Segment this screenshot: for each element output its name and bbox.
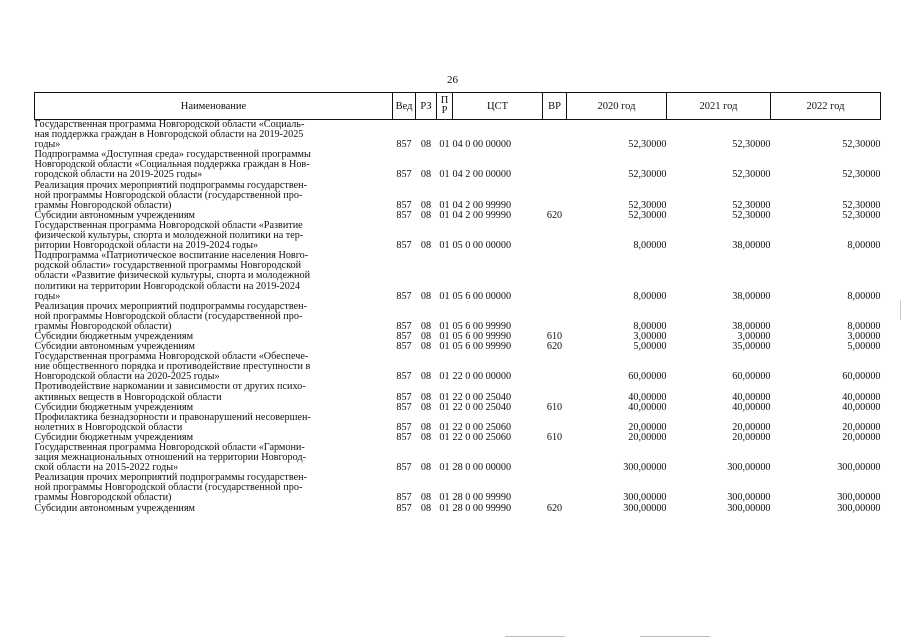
- cell-name: [35, 473, 393, 503]
- scan-artifact: [640, 636, 710, 637]
- cell-pr: 01: [439, 462, 450, 474]
- cell-vr: [543, 150, 567, 180]
- cell-cst: 05 6 00 00000: [452, 290, 512, 302]
- cell-2020: 52,30000: [628, 199, 667, 211]
- cell-2022: 40,00000: [842, 391, 881, 403]
- cell-2021: 300,00000: [727, 492, 771, 504]
- cell-2020: 40,00000: [628, 401, 667, 413]
- cell-rz: 08: [420, 401, 432, 413]
- cell-2020: 8,00000: [633, 320, 667, 332]
- cell-pr: 01: [439, 240, 450, 252]
- cell-2020: 40,00000: [628, 391, 667, 403]
- cell-ved: 857: [396, 462, 412, 474]
- cell-cst: 28 0 00 99990: [452, 502, 512, 514]
- table-row: [35, 504, 881, 514]
- cell-vr: 620: [546, 209, 563, 221]
- header-vr: ВР: [543, 93, 567, 120]
- cell-name: [35, 221, 393, 251]
- cell-name: [35, 352, 393, 382]
- cell-name-line: Подпрограмма «Патриотическое воспитание населения Новго-: [34, 250, 309, 262]
- cell-2022: 52,30000: [842, 199, 881, 211]
- cell-name-line: Профилактика безнадзорности и правонарушений несовершен-: [34, 411, 311, 423]
- cell-pr: 01: [439, 502, 450, 514]
- cell-name-line: зация межнациональных отношений на территории Новгород-: [34, 452, 306, 464]
- cell-2021: 40,00000: [732, 391, 771, 403]
- cell-vr: 610: [546, 330, 563, 342]
- cell-name-line: граммы Новгородской области): [34, 199, 172, 211]
- cell-name-line: области «Развитие физической культуры, спорта и молодежной: [34, 270, 311, 282]
- cell-rz: 08: [420, 492, 432, 504]
- cell-2021: 38,00000: [732, 240, 771, 252]
- header-cst: ЦСТ: [453, 93, 543, 120]
- header-2022: 2022 год: [771, 93, 881, 120]
- table-body: [35, 120, 881, 514]
- cell-name-line: ной программы Новгородской области (государственной про-: [34, 482, 303, 494]
- cell-name-line: Реализация прочих мероприятий подпрограммы государствен-: [34, 300, 307, 312]
- cell-pr: 01: [439, 341, 450, 353]
- cell-ved: 857: [396, 290, 412, 302]
- cell-name-line: Новгородской области «Социальная поддержка граждан в Нов-: [34, 159, 310, 171]
- cell-2022: 300,00000: [837, 462, 881, 474]
- cell-2020: 8,00000: [633, 240, 667, 252]
- cell-pr: 01: [439, 492, 450, 504]
- cell-ved: 857: [396, 391, 412, 403]
- header-name: Наименование: [35, 93, 393, 120]
- cell-2020: 5,00000: [633, 341, 667, 353]
- cell-vr: [543, 443, 567, 473]
- cell-vr: 610: [546, 431, 563, 443]
- cell-vr: [543, 413, 567, 433]
- cell-2020: 300,00000: [623, 462, 667, 474]
- cell-name-line: Субсидии автономным учреждениям: [34, 502, 195, 514]
- cell-ved: 857: [396, 371, 412, 383]
- cell-name-line: Противодействие наркомании и зависимости от других психо-: [34, 381, 306, 393]
- cell-cst: 05 6 00 99990: [452, 330, 512, 342]
- cell-pr: 01: [439, 371, 450, 383]
- table-row: [35, 181, 881, 211]
- cell-name: [35, 504, 393, 514]
- cell-2022: 60,00000: [842, 371, 881, 383]
- cell-cst: 04 2 00 99990: [452, 209, 512, 221]
- cell-pr: 01: [439, 431, 450, 443]
- cell-2020: 3,00000: [633, 330, 667, 342]
- cell-cst: 28 0 00 00000: [452, 462, 512, 474]
- cell-ved: 857: [396, 330, 412, 342]
- cell-vr: [543, 120, 567, 151]
- cell-ved: 857: [396, 421, 412, 433]
- cell-name-line: городской области на 2019-2025 годы»: [34, 169, 203, 181]
- cell-rz: 08: [420, 462, 432, 474]
- cell-pr: 01: [439, 169, 450, 181]
- cell-cst: 22 0 00 25060: [452, 421, 512, 433]
- cell-2020: 20,00000: [628, 431, 667, 443]
- cell-cst: 22 0 00 25040: [452, 391, 512, 403]
- cell-name-line: Новгородской области на 2020-2025 годы»: [34, 371, 220, 383]
- cell-name: [35, 443, 393, 473]
- cell-2020: 52,30000: [628, 139, 667, 151]
- cell-2020: 8,00000: [633, 290, 667, 302]
- cell-rz: 08: [420, 341, 432, 353]
- cell-2021: 52,30000: [732, 199, 771, 211]
- cell-2021: 300,00000: [727, 462, 771, 474]
- cell-cst: 04 2 00 00000: [452, 169, 512, 181]
- cell-ved: 857: [396, 431, 412, 443]
- cell-rz: 08: [420, 240, 432, 252]
- cell-name-line: родской области» государственной программы Новгородской: [34, 260, 302, 272]
- cell-name-line: ной программы Новгородской области (государственной про-: [34, 189, 303, 201]
- cell-rz: 08: [420, 330, 432, 342]
- header-ved: Вед: [393, 93, 416, 120]
- cell-vr: [543, 181, 567, 211]
- cell-name-line: Субсидии автономным учреждениям: [34, 341, 195, 353]
- cell-pr: 01: [439, 290, 450, 302]
- cell-rz: 08: [420, 199, 432, 211]
- cell-2021: 40,00000: [732, 401, 771, 413]
- cell-name: [35, 251, 393, 301]
- cell-name-line: активных веществ в Новгородской области: [34, 391, 222, 403]
- cell-2022: 52,30000: [842, 139, 881, 151]
- cell-vr: [543, 473, 567, 503]
- cell-ved: 857: [396, 139, 412, 151]
- cell-ved: 857: [396, 341, 412, 353]
- cell-name-line: Подпрограмма «Доступная среда» государственной программы: [34, 149, 311, 161]
- cell-name-line: годы»: [34, 290, 61, 302]
- cell-name-line: Реализация прочих мероприятий подпрограммы государствен-: [34, 472, 307, 484]
- header-pr-top: П: [440, 95, 449, 106]
- cell-2020: 300,00000: [623, 492, 667, 504]
- cell-vr: [543, 221, 567, 251]
- header-pr: [437, 93, 453, 120]
- cell-2021: 3,00000: [737, 330, 771, 342]
- cell-rz: 08: [420, 371, 432, 383]
- cell-ved: 857: [396, 240, 412, 252]
- cell-name-line: Субсидии автономным учреждениям: [34, 209, 195, 221]
- cell-cst: 05 6 00 99990: [452, 320, 512, 332]
- header-2020: 2020 год: [567, 93, 667, 120]
- cell-cst: 05 0 00 00000: [452, 240, 512, 252]
- cell-cst: 28 0 00 99990: [452, 492, 512, 504]
- scan-artifact: [505, 636, 565, 637]
- cell-vr: [543, 352, 567, 382]
- cell-2022: 5,00000: [847, 341, 881, 353]
- cell-2021: 52,30000: [732, 169, 771, 181]
- cell-ved: 857: [396, 502, 412, 514]
- cell-vr: 620: [546, 341, 563, 353]
- cell-ved: 857: [396, 199, 412, 211]
- cell-name-line: Субсидии бюджетным учреждениям: [34, 431, 194, 443]
- cell-2022: 8,00000: [847, 240, 881, 252]
- table-row: [35, 302, 881, 332]
- cell-rz: 08: [420, 391, 432, 403]
- cell-vr: [543, 251, 567, 301]
- cell-2021: 52,30000: [732, 139, 771, 151]
- header-rz: РЗ: [416, 93, 437, 120]
- header-2021: 2021 год: [667, 93, 771, 120]
- cell-2020: 60,00000: [628, 371, 667, 383]
- cell-pr: 01: [439, 330, 450, 342]
- cell-cst: 22 0 00 25040: [452, 401, 512, 413]
- cell-cst: 04 2 00 99990: [452, 199, 512, 211]
- cell-name-line: Государственная программа Новгородской области «Гармони-: [34, 442, 305, 453]
- table-row: [35, 473, 881, 503]
- cell-name-line: Государственная программа Новгородской области «Развитие: [34, 219, 303, 231]
- cell-rz: 08: [420, 209, 432, 221]
- cell-vr: 620: [546, 502, 563, 514]
- cell-name-line: ние общественного порядка и противодействие преступности в: [34, 361, 311, 373]
- cell-pr: 01: [439, 209, 450, 221]
- cell-name: [35, 150, 393, 180]
- table-row: [35, 382, 881, 402]
- cell-name-line: граммы Новгородской области): [34, 492, 172, 504]
- budget-table: [34, 92, 881, 514]
- cell-ved: 857: [396, 320, 412, 332]
- cell-name-line: ритории Новгородской области на 2019-2024 годы»: [34, 240, 259, 252]
- cell-2021: 38,00000: [732, 290, 771, 302]
- cell-ved: 857: [396, 209, 412, 221]
- cell-rz: 08: [420, 139, 432, 151]
- cell-name-line: Субсидии бюджетным учреждениям: [34, 330, 194, 342]
- cell-2020: 20,00000: [628, 421, 667, 433]
- cell-cst: 05 6 00 99990: [452, 341, 512, 353]
- cell-name-line: граммы Новгородской области): [34, 320, 172, 332]
- cell-name-line: нолетних в Новгородской области: [34, 421, 183, 433]
- table-row: [35, 443, 881, 473]
- cell-rz: 08: [420, 320, 432, 332]
- cell-2020: 300,00000: [623, 502, 667, 514]
- table-row: [35, 221, 881, 251]
- cell-2022: 300,00000: [837, 502, 881, 514]
- cell-cst: 04 0 00 00000: [452, 139, 512, 151]
- cell-cst: 22 0 00 00000: [452, 371, 512, 383]
- cell-2022: 40,00000: [842, 401, 881, 413]
- cell-name: [35, 413, 393, 433]
- table-row: [35, 352, 881, 382]
- cell-2020: 52,30000: [628, 169, 667, 181]
- cell-pr: 01: [439, 401, 450, 413]
- cell-2022: 52,30000: [842, 169, 881, 181]
- cell-2021: 38,00000: [732, 320, 771, 332]
- cell-2022: 20,00000: [842, 431, 881, 443]
- page-number: 26: [447, 74, 458, 86]
- cell-name-line: ской области на 2015-2022 годы»: [34, 462, 179, 474]
- cell-name: [35, 382, 393, 402]
- cell-rz: 08: [420, 502, 432, 514]
- cell-rz: 08: [420, 421, 432, 433]
- cell-2022: 20,00000: [842, 421, 881, 433]
- cell-ved: 857: [396, 492, 412, 504]
- table-row: [35, 150, 881, 180]
- cell-name-line: Государственная программа Новгородской области «Обеспече-: [34, 351, 309, 363]
- cell-2022: 3,00000: [847, 330, 881, 342]
- cell-2021: 20,00000: [732, 431, 771, 443]
- scan-artifact: [900, 300, 901, 320]
- cell-name: [35, 181, 393, 211]
- cell-pr: 01: [439, 421, 450, 433]
- cell-name-line: физической культуры, спорта и молодежной политики на тер-: [34, 230, 304, 242]
- cell-2020: 52,30000: [628, 209, 667, 221]
- cell-vr: [543, 302, 567, 332]
- table-row: [35, 413, 881, 433]
- cell-2021: 60,00000: [732, 371, 771, 383]
- cell-2022: 52,30000: [842, 209, 881, 221]
- cell-2022: 300,00000: [837, 492, 881, 504]
- cell-vr: 610: [546, 401, 563, 413]
- cell-ved: 857: [396, 169, 412, 181]
- cell-ved: 857: [396, 401, 412, 413]
- table-row: [35, 251, 881, 301]
- cell-2021: 20,00000: [732, 421, 771, 433]
- cell-2021: 35,00000: [732, 341, 771, 353]
- cell-rz: 08: [420, 290, 432, 302]
- table-header: [35, 93, 881, 120]
- cell-pr: 01: [439, 139, 450, 151]
- cell-name: [35, 302, 393, 332]
- cell-vr: [543, 382, 567, 402]
- cell-rz: 08: [420, 431, 432, 443]
- header-pr-bottom: Р: [441, 105, 448, 116]
- cell-2022: 8,00000: [847, 320, 881, 332]
- cell-2022: 8,00000: [847, 290, 881, 302]
- cell-2021: 52,30000: [732, 209, 771, 221]
- cell-name-line: Субсидии бюджетным учреждениям: [34, 401, 194, 413]
- cell-rz: 08: [420, 169, 432, 181]
- cell-pr: 01: [439, 391, 450, 403]
- cell-name-line: политики на территории Новгородской области на 2019-2024: [34, 280, 301, 292]
- cell-name-line: годы»: [34, 139, 61, 151]
- cell-2021: 300,00000: [727, 502, 771, 514]
- cell-name-line: ной программы Новгородской области (государственной про-: [34, 310, 303, 322]
- cell-pr: 01: [439, 320, 450, 332]
- cell-cst: 22 0 00 25060: [452, 431, 512, 443]
- cell-pr: 01: [439, 199, 450, 211]
- cell-name-line: Государственная программа Новгородской области «Социаль-: [34, 119, 305, 130]
- table-row: [35, 120, 881, 151]
- cell-name: [35, 120, 393, 151]
- cell-name-line: Реализация прочих мероприятий подпрограммы государствен-: [34, 179, 307, 191]
- cell-name-line: ная поддержка граждан в Новгородской области на 2019-2025: [34, 129, 304, 141]
